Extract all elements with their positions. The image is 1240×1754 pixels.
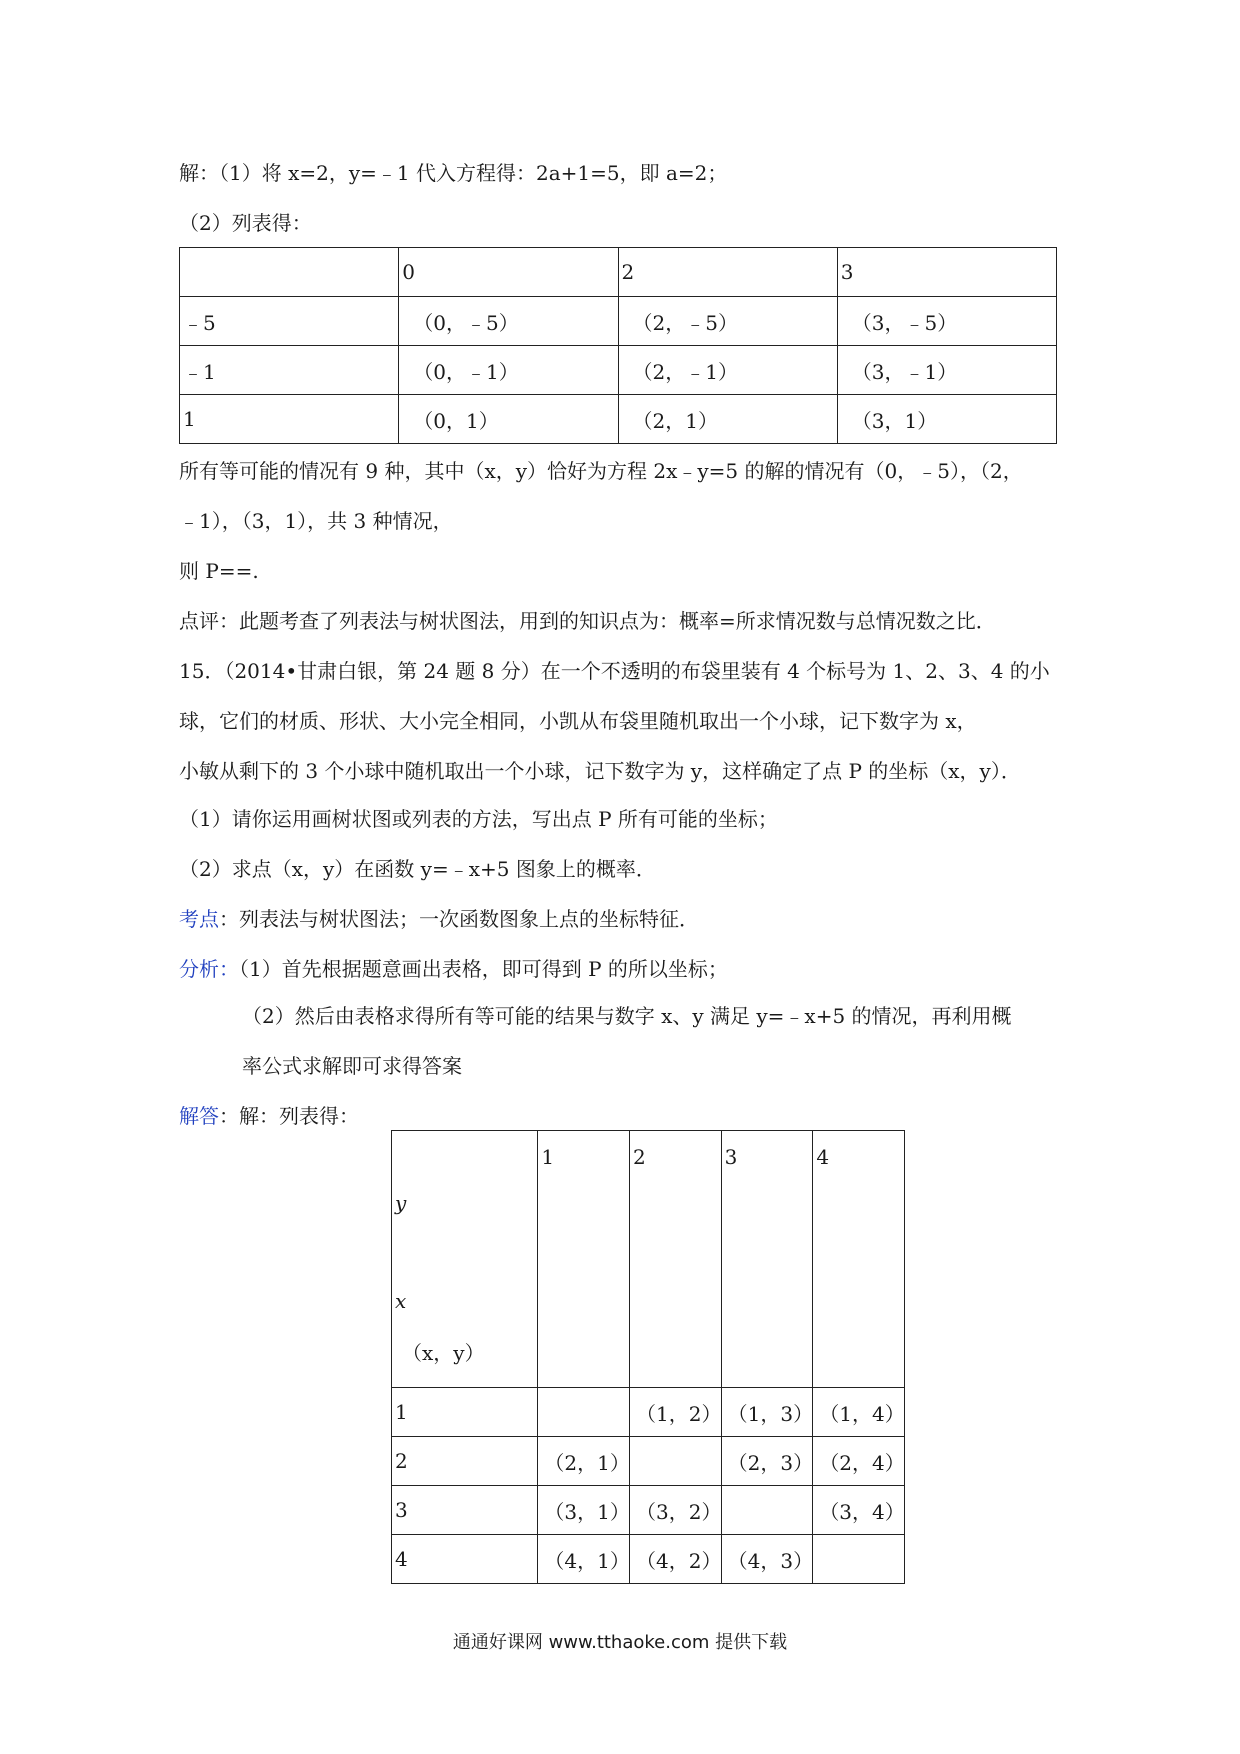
table-cell: （2，1） [618,395,837,444]
table-cell: （0，1） [399,395,618,444]
table-cell [813,1535,905,1584]
corner-y-label: y [395,1191,407,1215]
problem-line-3: 小敏从剩下的 3 个小球中随机取出一个小球，记下数字为 y，这样确定了点 P 的坐标（x，y）． [179,759,1021,783]
table-row [180,297,1057,346]
fenxi-text: （1）首先根据题意画出表格，即可得到 P 的所以坐标； [239,957,728,981]
problem-line-2: 球，它们的材质、形状、大小完全相同，小凯从布袋里随机取出一个小球，记下数字为 x， [179,709,977,733]
row-header-cell: ﹣5 [180,297,399,346]
table-cell: （0，﹣1） [399,346,618,395]
table-row [392,1535,905,1584]
table-cell: （4，2） [630,1535,722,1584]
table-cell: （1，2） [630,1388,722,1437]
table-row [180,395,1057,444]
table-cell: （2，1） [538,1437,630,1486]
table-header-cell: 0 [399,248,618,297]
table-header-cell: 3 [721,1131,813,1388]
row-header-cell: 4 [392,1535,538,1584]
problem-line-1: 15．（2014•甘肃白银，第 24 题 8 分）在一个不透明的布袋里装有 4 个标号为 1、2、3、4 的小 [179,659,1050,683]
table-outcomes-2 [391,1130,905,1584]
table-header-cell: 4 [813,1131,905,1388]
table-cell: （3，2） [630,1486,722,1535]
table-cell: （2，﹣5） [618,297,837,346]
table-cell [630,1437,722,1486]
table-cell [721,1486,813,1535]
row-header-cell: 3 [392,1486,538,1535]
table-header-cell: 3 [837,248,1056,297]
table-cell: （1，4） [813,1388,905,1437]
table-cell: （3，﹣1） [837,346,1056,395]
table-cell: （2，3） [721,1437,813,1486]
table-cell: （3，4） [813,1486,905,1535]
table-cell: （1，3） [721,1388,813,1437]
table-outcomes-1 [179,247,1057,444]
table-header-cell: 2 [630,1131,722,1388]
table-header-cell: 1 [538,1131,630,1388]
table-cell: （2，﹣1） [618,346,837,395]
table-row [180,346,1057,395]
question-1: （1）请你运用画树状图或列表的方法，写出点 P 所有可能的坐标； [179,807,778,831]
table-cell: （4，1） [538,1535,630,1584]
table-row [392,1388,905,1437]
solution-line-1: 解：（1）将 x=2，y=﹣1 代入方程得：2a+1=5，即 a=2； [179,161,728,185]
corner-x-label: x [395,1289,407,1313]
table-cell [180,248,399,297]
jieda-line [179,1103,359,1129]
table-row [392,1437,905,1486]
corner-xy-label: （x，y） [402,1341,485,1365]
table-cell: （3，1） [837,395,1056,444]
row-header-cell: 1 [392,1388,538,1437]
table-cell: （3，1） [538,1486,630,1535]
jieda-text: ：解：列表得： [219,1104,359,1128]
table-cell [538,1388,630,1437]
jieda-label: 解答 [179,1104,219,1128]
fenxi-line [179,956,728,982]
footer-text: 通通好课网 www.tthaoke.com 提供下载 [452,1632,788,1653]
solution-line-5: 则 P==. [179,559,259,583]
table-cell: （0，﹣5） [399,297,618,346]
kaodian-text: ：列表法与树状图法；一次函数图象上点的坐标特征． [219,907,699,931]
corner-cell [392,1131,538,1388]
solution-line-3: 所有等可能的情况有 9 种，其中（x，y）恰好为方程 2x﹣y=5 的解的情况有（0，﹣5），（2， [179,459,1023,483]
row-header-cell: 1 [180,395,399,444]
comment-line: 点评：此题考查了列表法与树状图法，用到的知识点为：概率=所求情况数与总情况数之比． [179,609,996,633]
fenxi-label: 分析： [179,957,239,981]
fenxi-line-2b: 率公式求解即可求得答案 [242,1054,462,1078]
question-2: （2）求点（x，y）在函数 y=﹣x+5 图象上的概率． [179,857,656,881]
kaodian-label: 考点 [179,907,219,931]
solution-line-4: ﹣1），（3，1），共 3 种情况， [179,509,453,533]
row-header-cell: ﹣1 [180,346,399,395]
fenxi-line-2a: （2）然后由表格求得所有等可能的结果与数字 x、y 满足 y=﹣x+5 的情况，再利用概 [242,1004,1012,1028]
solution-line-2: （2）列表得： [179,211,312,235]
table-cell: （4，3） [721,1535,813,1584]
kaodian-line [179,906,699,932]
row-header-cell: 2 [392,1437,538,1486]
table-cell: （3，﹣5） [837,297,1056,346]
table-row [392,1486,905,1535]
table-header-cell: 2 [618,248,837,297]
table-cell: （2，4） [813,1437,905,1486]
